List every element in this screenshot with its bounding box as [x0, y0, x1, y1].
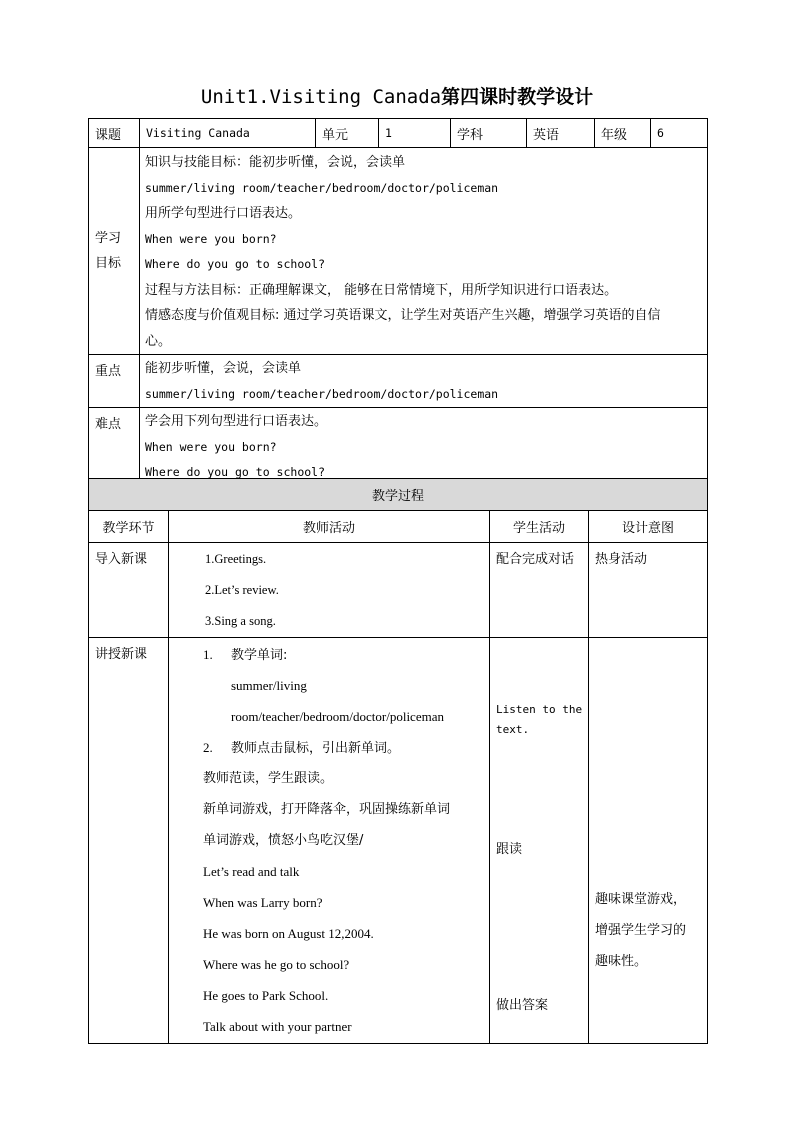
process-header: 教学过程	[89, 479, 708, 511]
new-intent-line3: 趣味性。	[595, 954, 648, 969]
new-stage-label: 讲授新课	[95, 647, 148, 662]
info-row	[89, 119, 708, 148]
new-student-follow: 跟读	[496, 842, 523, 857]
objective-knowledge: 知识与技能目标：能初步听懂，会说，会读单	[145, 155, 406, 170]
objective-sentence2: Where do you go to school?	[145, 257, 326, 271]
grade-value: 6	[651, 119, 708, 148]
new-student-answer: 做出答案	[496, 998, 549, 1013]
intro-intent	[589, 543, 708, 638]
intro-teacher-line3: 3.Sing a song.	[205, 614, 276, 628]
unit-label: 单元	[316, 119, 379, 148]
intro-stage-label: 导入新课	[95, 552, 148, 567]
new-item1-text: 教学单词:	[231, 648, 288, 663]
key-point-line2: summer/living room/teacher/bedroom/doctor/policeman	[145, 386, 499, 401]
difficulty-line1: 学会用下列句型进行口语表达。	[145, 414, 328, 429]
objective-expression: 用所学句型进行口语表达。	[145, 206, 302, 221]
intro-stage	[89, 543, 169, 638]
intro-row	[89, 543, 708, 638]
page-title	[88, 82, 706, 109]
intro-student	[490, 543, 589, 638]
new-intent	[589, 638, 708, 1044]
objective-sentence1: When were you born?	[145, 231, 277, 246]
key-points-label: 重点	[89, 355, 140, 408]
difficulty-line3: Where do you go to school?	[145, 465, 326, 479]
key-points-row	[89, 355, 708, 408]
new-teacher	[169, 638, 490, 1044]
new-item2-num: 2.	[203, 740, 213, 755]
new-student-listen-line1: Listen to the	[496, 703, 583, 716]
intro-teacher	[169, 543, 490, 638]
new-student-listen	[496, 700, 582, 740]
new-intent-line2: 增强学生学习的	[595, 923, 687, 938]
objectives-content	[140, 148, 708, 355]
new-item2-text: 教师点击鼠标，引出新单词。	[231, 741, 401, 756]
new-teacher-line7: Where was he go to school?	[203, 957, 350, 972]
title-chinese: 第四课时教学设计	[441, 86, 594, 108]
grade-label: 年级	[595, 119, 651, 148]
new-student-listen-line2: text.	[496, 723, 530, 736]
new-teacher-line9: Talk about with your partner	[203, 1019, 352, 1034]
subject-value: 英语	[527, 119, 595, 148]
process-header-row	[89, 479, 708, 511]
objectives-label	[89, 148, 140, 355]
col-teacher: 教师活动	[169, 511, 490, 543]
new-item1-num: 1.	[203, 647, 213, 662]
new-item1-words1: summer/living	[231, 678, 307, 693]
difficulty-line2: When were you born?	[145, 439, 277, 454]
intro-intent-text: 热身活动	[595, 552, 648, 567]
new-teacher-line2: 新单词游戏，打开降落伞，巩固操练新单词	[203, 802, 451, 817]
intro-teacher-line2: 2.Let’s review.	[205, 583, 279, 597]
new-item1	[203, 639, 489, 670]
new-teacher-line4: Let’s read and talk	[203, 864, 300, 879]
lesson-info-table	[88, 118, 708, 487]
process-table	[88, 478, 708, 1044]
intro-student-text: 配合完成对话	[496, 552, 575, 567]
new-lesson-row	[89, 638, 708, 1044]
new-item1-words2: room/teacher/bedroom/doctor/policeman	[231, 709, 444, 724]
col-student: 学生活动	[490, 511, 589, 543]
new-stage	[89, 638, 169, 1044]
objective-emotion: 情感态度与价值观目标: 通过学习英语课文，让学生对英语产生兴趣，增强学习英语的自信	[145, 308, 661, 323]
topic-value: Visiting Canada	[140, 119, 316, 148]
col-intent: 设计意图	[589, 511, 708, 543]
new-teacher-line6: He was born on August 12,2004.	[203, 926, 374, 941]
new-teacher-line1: 教师范读，学生跟读。	[203, 771, 334, 786]
topic-label: 课题	[89, 119, 140, 148]
objective-emotion-cont: 心。	[145, 333, 172, 349]
difficulties-label: 难点	[89, 408, 140, 487]
new-item2	[203, 732, 489, 763]
intro-teacher-line1: 1.Greetings.	[205, 552, 267, 566]
objective-words: summer/living room/teacher/bedroom/doctor/policeman	[145, 180, 499, 195]
objectives-label-line1: 学习	[95, 231, 122, 246]
key-point-line1: 能初步听懂，会说，会读单	[145, 361, 302, 376]
title-english: Unit1.Visiting Canada	[200, 86, 442, 108]
unit-value: 1	[379, 119, 451, 148]
new-teacher-line3: 单词游戏，愤怒小鸟吃汉堡/	[203, 833, 364, 848]
objectives-row	[89, 148, 708, 355]
new-intent-text	[595, 884, 686, 977]
objective-process: 过程与方法目标：正确理解课文， 能够在日常情境下，用所学知识进行口语表达。	[145, 282, 618, 298]
process-columns-row	[89, 511, 708, 543]
new-teacher-line5: When was Larry born?	[203, 895, 323, 910]
new-student	[490, 638, 589, 1044]
new-teacher-line8: He goes to Park School.	[203, 988, 329, 1003]
new-intent-line1: 趣味课堂游戏，	[595, 892, 687, 907]
col-stage: 教学环节	[89, 511, 169, 543]
key-points-content	[140, 355, 708, 408]
subject-label: 学科	[451, 119, 527, 148]
difficulties-row	[89, 408, 708, 487]
difficulties-content	[140, 408, 708, 487]
objectives-label-line2: 目标	[95, 256, 122, 271]
